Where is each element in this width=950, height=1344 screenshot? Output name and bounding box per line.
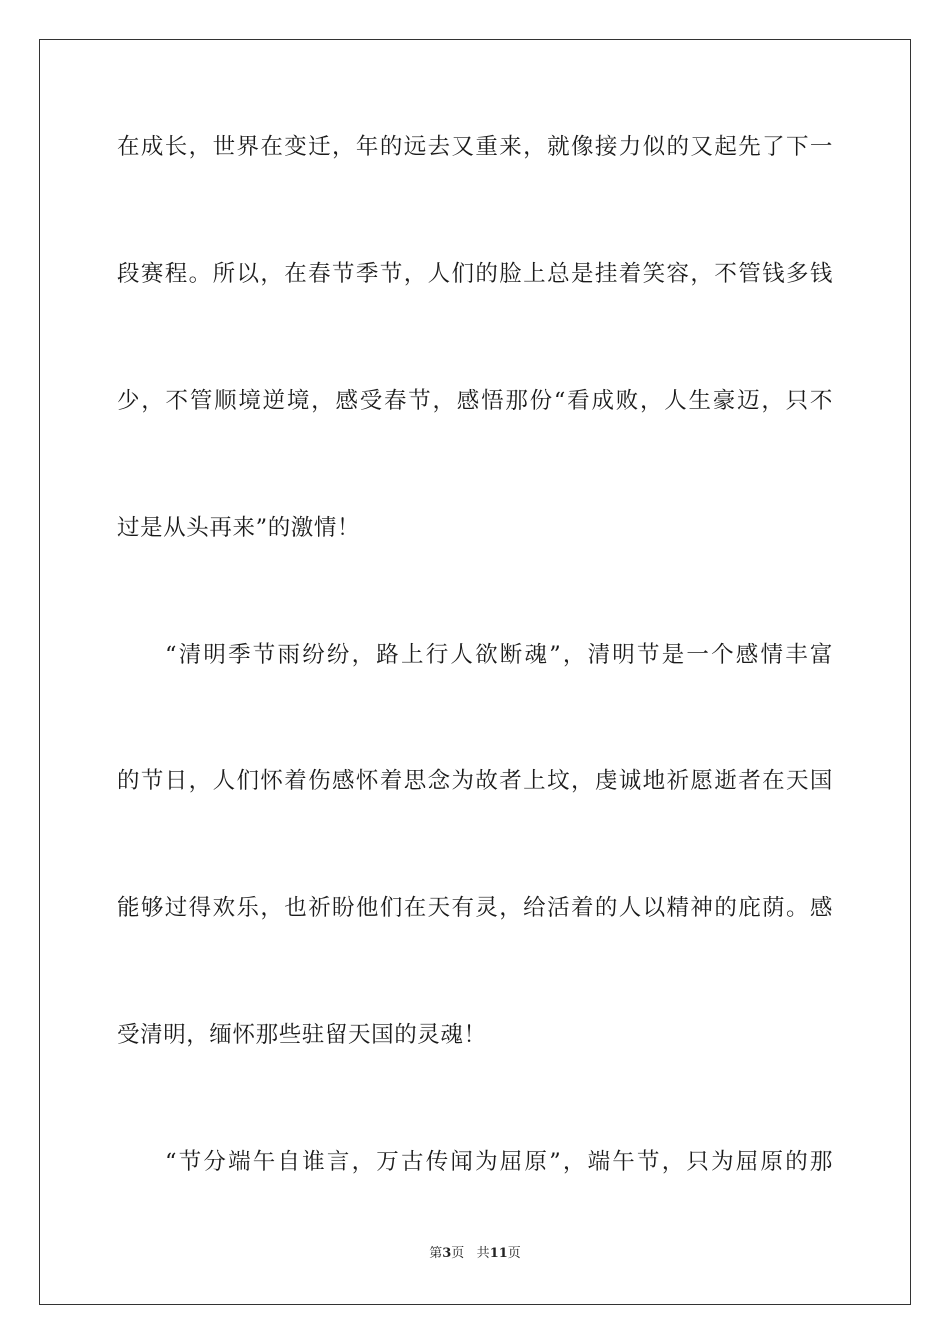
page-prefix: 第 [429, 1246, 443, 1261]
total-suffix: 页 [507, 1246, 521, 1261]
text-line: 段赛程。所以，在春节季节，人们的脸上总是挂着笑容，不管钱多钱 [117, 261, 833, 287]
text-line: 过是从头再来”的激情！ [117, 515, 361, 541]
page-border [39, 39, 911, 1305]
text-line: 受清明，缅怀那些驻留天国的灵魂！ [117, 1022, 487, 1048]
text-line: 在成长，世界在变迁，年的远去又重来，就像接力似的又起先了下一 [117, 134, 833, 160]
text-line: 的节日，人们怀着伤感怀着思念为故者上坟，虔诚地祈愿逝者在天国 [117, 768, 833, 794]
total-pages: 11 [489, 1246, 508, 1261]
paragraph-first-line: “节分端午自谁言，万古传闻为屈原”，端午节，只为屈原的那 [165, 1149, 833, 1175]
text-line: 能够过得欢乐，也祈盼他们在天有灵，给活着的人以精神的庇荫。感 [117, 895, 833, 921]
paragraph-first-line: “清明季节雨纷纷，路上行人欲断魂”，清明节是一个感情丰富 [165, 642, 833, 668]
total-prefix: 共 [476, 1246, 490, 1261]
page-footer [0, 1244, 950, 1264]
text-line: 少，不管顺境逆境，感受春节，感悟那份“看成败，人生豪迈，只不 [117, 388, 833, 414]
page-number: 3 [442, 1246, 452, 1261]
page-suffix: 页 [451, 1246, 465, 1261]
